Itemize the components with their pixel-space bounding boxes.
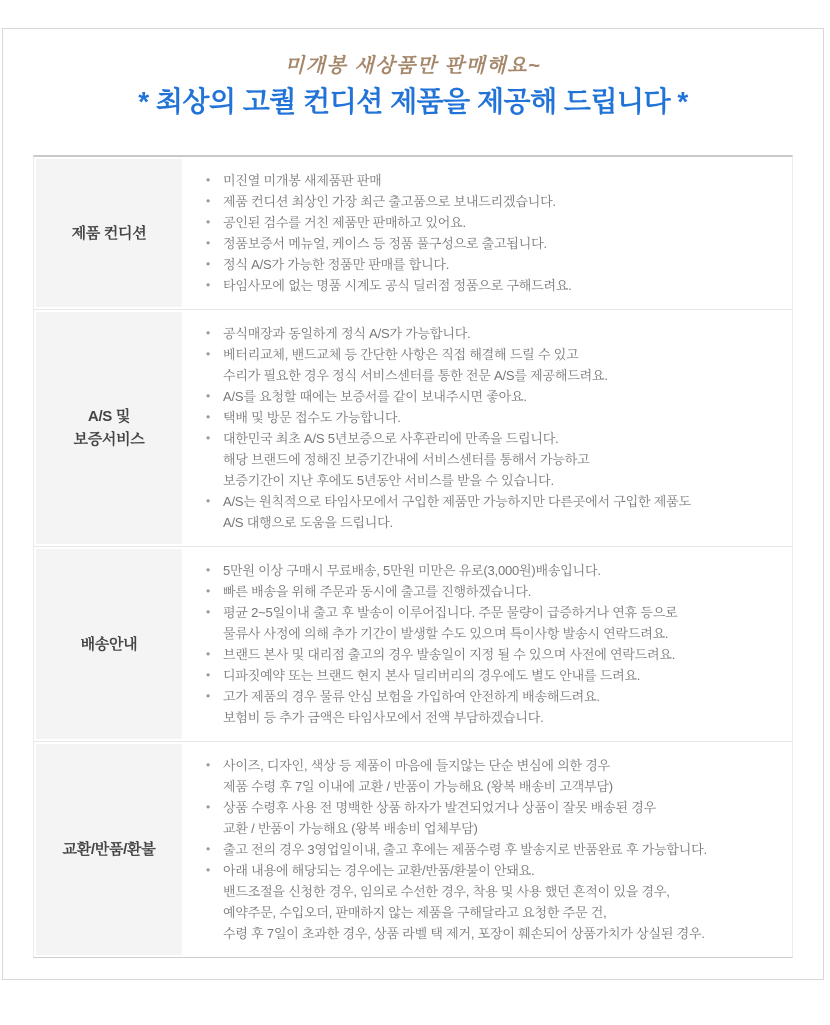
bullet-icon: •	[206, 215, 211, 229]
list-item	[206, 407, 784, 428]
list-item-line: 제품 컨디션 최상인 가장 최근 출고품으로 보내드리겠습니다.	[223, 194, 556, 209]
list-item-text	[223, 275, 784, 296]
list-item	[206, 860, 784, 944]
row-label-line: 교환/반품/환불	[62, 841, 156, 858]
table-row	[34, 157, 792, 310]
list-item-line: 대한민국 최초 A/S 5년보증으로 사후관리에 만족을 드립니다.	[223, 431, 559, 446]
bullet-icon: •	[206, 494, 211, 508]
list-item-line: 제품 수령 후 7일 이내에 교환 / 반품이 가능해요 (왕복 배송비 고객부담)	[223, 779, 613, 794]
row-label	[36, 312, 182, 544]
list-item-text	[223, 191, 784, 212]
list-item-line: 미진열 미개봉 새제품판 판매	[223, 173, 382, 188]
bullet-icon: •	[206, 605, 211, 619]
list-item-text	[223, 839, 784, 860]
bullet-icon: •	[206, 347, 211, 361]
list-item-text	[223, 428, 784, 491]
bullet-icon: •	[206, 842, 211, 856]
list-item-text	[223, 491, 784, 533]
list-item	[206, 275, 784, 296]
list-item-text	[223, 254, 784, 275]
list-item-text	[223, 212, 784, 233]
bullet-icon: •	[206, 194, 211, 208]
list-item-text	[223, 860, 784, 944]
list-item-text	[223, 602, 784, 644]
list-item-line: 빠른 배송을 위해 주문과 동시에 출고를 진행하겠습니다.	[223, 584, 532, 599]
row-content-cell	[184, 157, 792, 309]
bullet-icon: •	[206, 758, 211, 772]
row-label-cell	[34, 157, 184, 309]
list-item-text	[223, 407, 784, 428]
list-item-line: 수령 후 7일이 초과한 경우, 상품 라벨 택 제거, 포장이 훼손되어 상품가치가 상실된 경우.	[223, 926, 705, 941]
row-label-line: 제품 컨디션	[71, 224, 147, 242]
row-label-line: 보증서비스	[73, 431, 145, 448]
row-label-line: A/S 및	[87, 408, 131, 425]
list-item-text	[223, 581, 784, 602]
bullet-icon: •	[206, 689, 211, 703]
list-item-line: 상품 수령후 사용 전 명백한 상품 하자가 발견되었거나 상품이 잘못 배송된 경우	[223, 800, 656, 815]
list-item	[206, 233, 784, 254]
list-item-text	[223, 323, 784, 344]
list-item	[206, 755, 784, 797]
bullet-icon: •	[206, 431, 211, 445]
list-item-text	[223, 755, 784, 797]
page-title: * 최상의 고퀄 컨디션 제품을 제공해 드립니다 *	[138, 86, 688, 117]
list-item-line: 출고 전의 경우 3영업일이내, 출고 후에는 제품수령 후 발송지로 반품완료 후 가능합니다.	[223, 842, 707, 857]
row-label	[36, 549, 182, 739]
list-item-line: 택배 및 방문 접수도 가능합니다.	[223, 410, 401, 425]
list-item-line: A/S 대행으로 도움을 드립니다.	[223, 515, 393, 530]
list-item-line: 베터리교체, 밴드교체 등 간단한 사항은 직접 해결해 드릴 수 있고	[223, 347, 579, 362]
list-item-line: 예약주문, 수입오더, 판매하지 않는 제품을 구해달라고 요청한 주문 건,	[223, 905, 607, 920]
list-item-line: 브랜드 본사 및 대리점 출고의 경우 발송일이 지정 될 수 있으며 사전에 연락드려요.	[223, 647, 676, 662]
list-item-text	[223, 797, 784, 839]
list-item-line: 고가 제품의 경우 물류 안심 보험을 가입하여 안전하게 배송해드려요.	[223, 689, 600, 704]
bullet-icon: •	[206, 389, 211, 403]
list-item	[206, 665, 784, 686]
list-item-line: A/S는 원칙적으로 타임사모에서 구입한 제품만 가능하지만 다른곳에서 구입한 제품도	[223, 494, 691, 509]
list-item-text	[223, 344, 784, 386]
list-item	[206, 491, 784, 533]
list-item-text	[223, 386, 784, 407]
bullet-icon: •	[206, 236, 211, 250]
list-item	[206, 170, 784, 191]
row-label	[36, 159, 182, 307]
product-notice-panel	[2, 28, 824, 980]
list-item-line: 물류사 사정에 의해 추가 기간이 발생할 수도 있으며 특이사항 발송시 연락드려요.	[223, 626, 669, 641]
list-item-line: 보험비 등 추가 금액은 타임사모에서 전액 부담하겠습니다.	[223, 710, 544, 725]
list-item-text	[223, 170, 784, 191]
handwriting-subtitle: 미개봉 새상품만 판매해요~	[284, 55, 542, 77]
list-item-line: 밴드조절을 신청한 경우, 임의로 수선한 경우, 착용 및 사용 했던 흔적이 있을 경우,	[223, 884, 670, 899]
list-item	[206, 323, 784, 344]
list-item-text	[223, 644, 784, 665]
list-item-line: 해당 브랜드에 정해진 보증기간내에 서비스센터를 통해서 가능하고	[223, 452, 590, 467]
list-item-text	[223, 686, 784, 728]
list-item-line: 평균 2~5일이내 출고 후 발송이 이루어집니다. 주문 물량이 급증하거나 연휴 등으로	[223, 605, 678, 620]
list-item-text	[223, 233, 784, 254]
bullet-icon: •	[206, 800, 211, 814]
bullet-icon: •	[206, 410, 211, 424]
table-row	[34, 310, 792, 547]
list-item	[206, 344, 784, 386]
list-item	[206, 560, 784, 581]
list-item	[206, 644, 784, 665]
row-label-cell	[34, 547, 184, 741]
row-label-line: 배송안내	[80, 635, 138, 653]
list-item-line: 공인된 검수를 거친 제품만 판매하고 있어요.	[223, 215, 466, 230]
list-item	[206, 581, 784, 602]
list-item	[206, 428, 784, 491]
bullet-icon: •	[206, 563, 211, 577]
list-item-line: A/S를 요청할 때에는 보증서를 같이 보내주시면 좋아요.	[223, 389, 527, 404]
row-label-cell	[34, 310, 184, 546]
list-item-line: 보증기간이 지난 후에도 5년동안 서비스를 받을 수 있습니다.	[223, 473, 554, 488]
list-item	[206, 602, 784, 644]
list-item-line: 교환 / 반품이 가능해요 (왕복 배송비 업체부담)	[223, 821, 478, 836]
list-item-line: 타임사모에 없는 명품 시계도 공식 딜러점 정품으로 구해드려요.	[223, 278, 572, 293]
row-content-cell	[184, 742, 792, 957]
list-item-text	[223, 665, 784, 686]
list-item	[206, 386, 784, 407]
list-item-text	[223, 560, 784, 581]
info-table	[33, 155, 793, 958]
list-item	[206, 254, 784, 275]
bullet-icon: •	[206, 668, 211, 682]
list-item-line: 아래 내용에 해당되는 경우에는 교환/반품/환불이 안돼요.	[223, 863, 535, 878]
table-row	[34, 742, 792, 957]
list-item-line: 5만원 이상 구매시 무료배송, 5만원 미만은 유로(3,000원)배송입니다.	[223, 563, 601, 578]
bullet-icon: •	[206, 584, 211, 598]
list-item-line: 공식매장과 동일하게 정식 A/S가 가능합니다.	[223, 326, 471, 341]
list-item-line: 정품보증서 메뉴얼, 케이스 등 정품 풀구성으로 출고됩니다.	[223, 236, 547, 251]
list-item	[206, 686, 784, 728]
bullet-icon: •	[206, 278, 211, 292]
bullet-icon: •	[206, 257, 211, 271]
list-item	[206, 212, 784, 233]
list-item-line: 정식 A/S가 가능한 정품만 판매를 합니다.	[223, 257, 450, 272]
row-content-cell	[184, 547, 792, 741]
bullet-icon: •	[206, 647, 211, 661]
list-item-line: 수리가 필요한 경우 정식 서비스센터를 통한 전문 A/S를 제공해드려요.	[223, 368, 608, 383]
table-row	[34, 547, 792, 742]
list-item-line: 사이즈, 디자인, 색상 등 제품이 마음에 들지않는 단순 변심에 의한 경우	[223, 758, 610, 773]
bullet-icon: •	[206, 173, 211, 187]
list-item	[206, 797, 784, 839]
row-label-cell	[34, 742, 184, 957]
row-label	[36, 744, 182, 955]
row-content-cell	[184, 310, 792, 546]
bullet-icon: •	[206, 863, 211, 877]
bullet-icon: •	[206, 326, 211, 340]
list-item-line: 디파짓예약 또는 브랜드 현지 본사 딜리버리의 경우에도 별도 안내를 드려요.	[223, 668, 641, 683]
list-item	[206, 191, 784, 212]
list-item	[206, 839, 784, 860]
